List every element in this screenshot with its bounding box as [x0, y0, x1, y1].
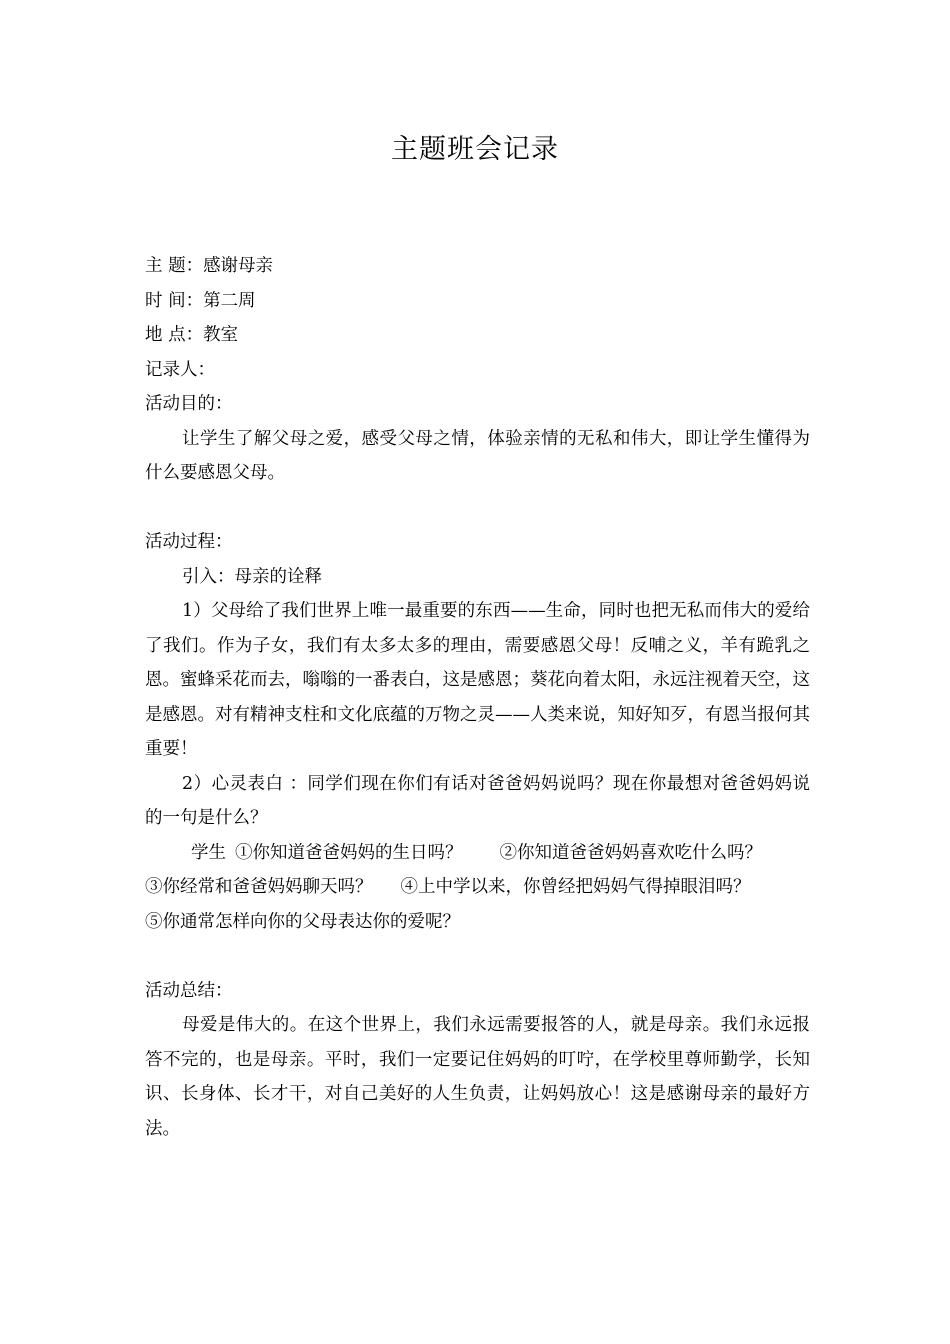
- process-intro: 引入：母亲的诠释: [182, 566, 322, 587]
- purpose-text: 让学生了解父母之爱，感受父母之情，体验亲情的无私和伟大，即让学生懂得为什么要感恩父母。: [145, 428, 810, 483]
- purpose-heading: 活动目的：: [145, 394, 233, 414]
- questions-row-1: [145, 836, 810, 871]
- question-4: ④上中学以来，你曾经把妈妈气得掉眼泪吗？: [400, 877, 751, 897]
- questions-row-2: [145, 870, 810, 905]
- spacer: [145, 491, 810, 526]
- process-item-2: 2）心灵表白 ：同学们现在你们有话对爸爸妈妈说吗？现在你最想对爸爸妈妈说的一句是什么？: [145, 773, 810, 828]
- page-title: 主题班会记录: [391, 134, 559, 165]
- meta-recorder: 记录人：: [145, 359, 215, 380]
- students-label: 学生: [191, 842, 226, 863]
- question-1: ①你知道爸爸妈妈的生日吗？: [235, 842, 463, 863]
- summary-heading: 活动总结：: [145, 980, 233, 1001]
- document-body: [145, 249, 810, 1146]
- questions-row-3: [145, 905, 810, 940]
- meta-topic: 主 题：感谢母亲: [145, 256, 274, 276]
- question-5: ⑤你通常怎样向你的父母表达你的爱呢？: [145, 911, 460, 932]
- meta-time: 时 间：第二周: [145, 290, 256, 311]
- question-3: ③你经常和爸爸妈妈聊天吗？: [145, 877, 373, 897]
- process-heading: 活动过程：: [145, 532, 233, 552]
- process-item-1: 1）父母给了我们世界上唯一最重要的东西——生命，同时也把无私而伟大的爱给了我们。作为子女，我们有太多太多的理由，需要感恩父母！反哺之义，羊有跪乳之恩。蜜蜂采花而去，嗡嗡的一番表白，这是感恩；葵花向着太阳，永远注视着天空，这是感恩。对有精神支柱和文化底蕴的万物之灵——人类来说，知好知歹，有恩当报何其重要！: [145, 601, 810, 759]
- question-2: ②你知道爸爸妈妈喜欢吃什么吗？: [499, 842, 762, 863]
- spacer: [145, 939, 810, 974]
- meta-place: 地 点：教室: [145, 325, 239, 345]
- summary-text: 母爱是伟大的。在这个世界上，我们永远需要报答的人，就是母亲。我们永远报答不完的，也是母亲。平时，我们一定要记住妈妈的叮咛，在学校里尊师勤学，长知识、长身体、长才干，对自己美好的人生负责，让妈妈放心！这是感谢母亲的最好方法。: [145, 1015, 810, 1139]
